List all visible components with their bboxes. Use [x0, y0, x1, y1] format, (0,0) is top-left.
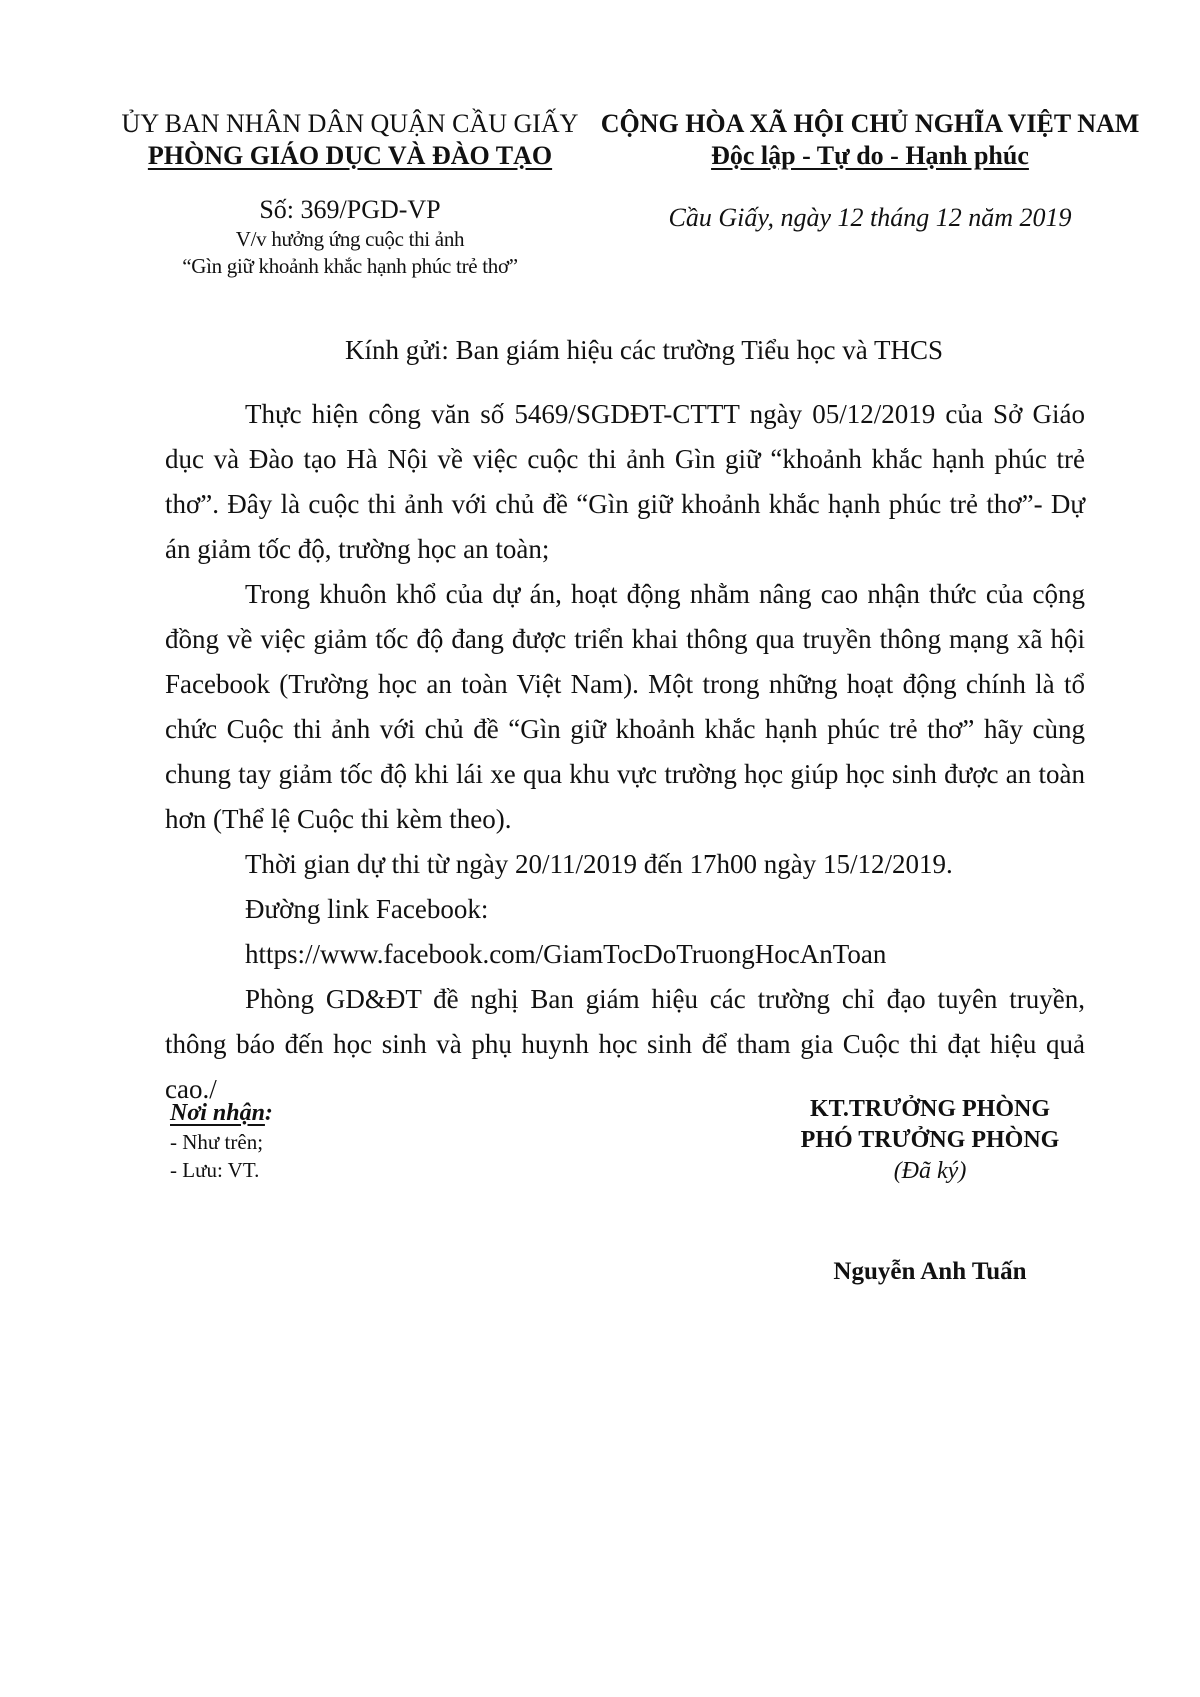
authority-name: ỦY BAN NHÂN DÂN QUẬN CẦU GIẤY — [121, 109, 579, 138]
facebook-link: https://www.facebook.com/GiamTocDoTruongHocAnToan — [245, 939, 887, 969]
national-motto-block — [600, 108, 1140, 234]
department-name: PHÒNG GIÁO DỤC VÀ ĐÀO TẠO — [147, 141, 553, 170]
subject-line-1: V/v hưởng ứng cuộc thi ảnh — [235, 227, 465, 251]
country-name: CỘNG HÒA XÃ HỘI CHỦ NGHĨA VIỆT NAM — [600, 109, 1140, 138]
signature-block — [760, 1094, 1100, 1286]
signer-title-1: KT.TRƯỞNG PHÒNG — [810, 1096, 1050, 1122]
body-paragraph-4: Đường link Facebook: — [245, 894, 489, 924]
signer-name: Nguyễn Anh Tuấn — [833, 1258, 1027, 1285]
body-paragraph-3: Thời gian dự thi từ ngày 20/11/2019 đến 17h00 ngày 15/12/2019. — [245, 849, 953, 879]
motto: Độc lập - Tự do - Hạnh phúc — [711, 141, 1029, 170]
receiver-item: - Lưu: VT. — [170, 1158, 260, 1182]
signed-note: (Đã ký) — [893, 1158, 967, 1184]
body-paragraph-2: Trong khuôn khổ của dự án, hoạt động nhằm nâng cao nhận thức của cộng đồng về việc giảm tốc độ đang được triển khai thông qua truyền thông mạng xã hội Facebook (Trường học an toàn Việt Nam). Một trong những hoạt động chính là tổ chức Cuộc thi ảnh với chủ đề “Gìn giữ khoảnh khắc hạnh phúc trẻ thơ” hãy cùng chung tay giảm tốc độ khi lái xe qua khu vực trường học giúp học sinh được an toàn hơn (Thể lệ Cuộc thi kèm theo). — [165, 579, 1085, 834]
body-paragraph-6: Phòng GD&ĐT đề nghị Ban giám hiệu các trường chỉ đạo tuyên truyền, thông báo đến học sinh và phụ huynh học sinh để tham gia Cuộc thi đạt hiệu quả cao./ — [165, 984, 1085, 1104]
receivers-heading: Nơi nhận: — [170, 1100, 273, 1126]
issuing-authority-block — [110, 108, 590, 280]
receiver-item: - Như trên; — [170, 1130, 264, 1154]
subject-line-2: “Gìn giữ khoảnh khắc hạnh phúc trẻ thơ” — [182, 254, 518, 278]
body-paragraph-1: Thực hiện công văn số 5469/SGDĐT-CTTT ngày 05/12/2019 của Sở Giáo dục và Đào tạo Hà Nội về việc cuộc thi ảnh Gìn giữ “khoảnh khắc hạnh phúc trẻ thơ”. Đây là cuộc thi ảnh với chủ đề “Gìn giữ khoảnh khắc hạnh phúc trẻ thơ”- Dự án giảm tốc độ, trường học an toàn; — [165, 399, 1085, 564]
document-number: Số: 369/PGD-VP — [259, 195, 441, 224]
document-date: Cầu Giấy, ngày 12 tháng 12 năm 2019 — [668, 203, 1072, 232]
document-body — [165, 392, 1085, 1112]
recipient-line: Kính gửi: Ban giám hiệu các trường Tiểu học và THCS — [345, 335, 943, 365]
signer-title-2: PHÓ TRƯỞNG PHÒNG — [800, 1127, 1060, 1153]
receivers-block — [170, 1098, 273, 1184]
